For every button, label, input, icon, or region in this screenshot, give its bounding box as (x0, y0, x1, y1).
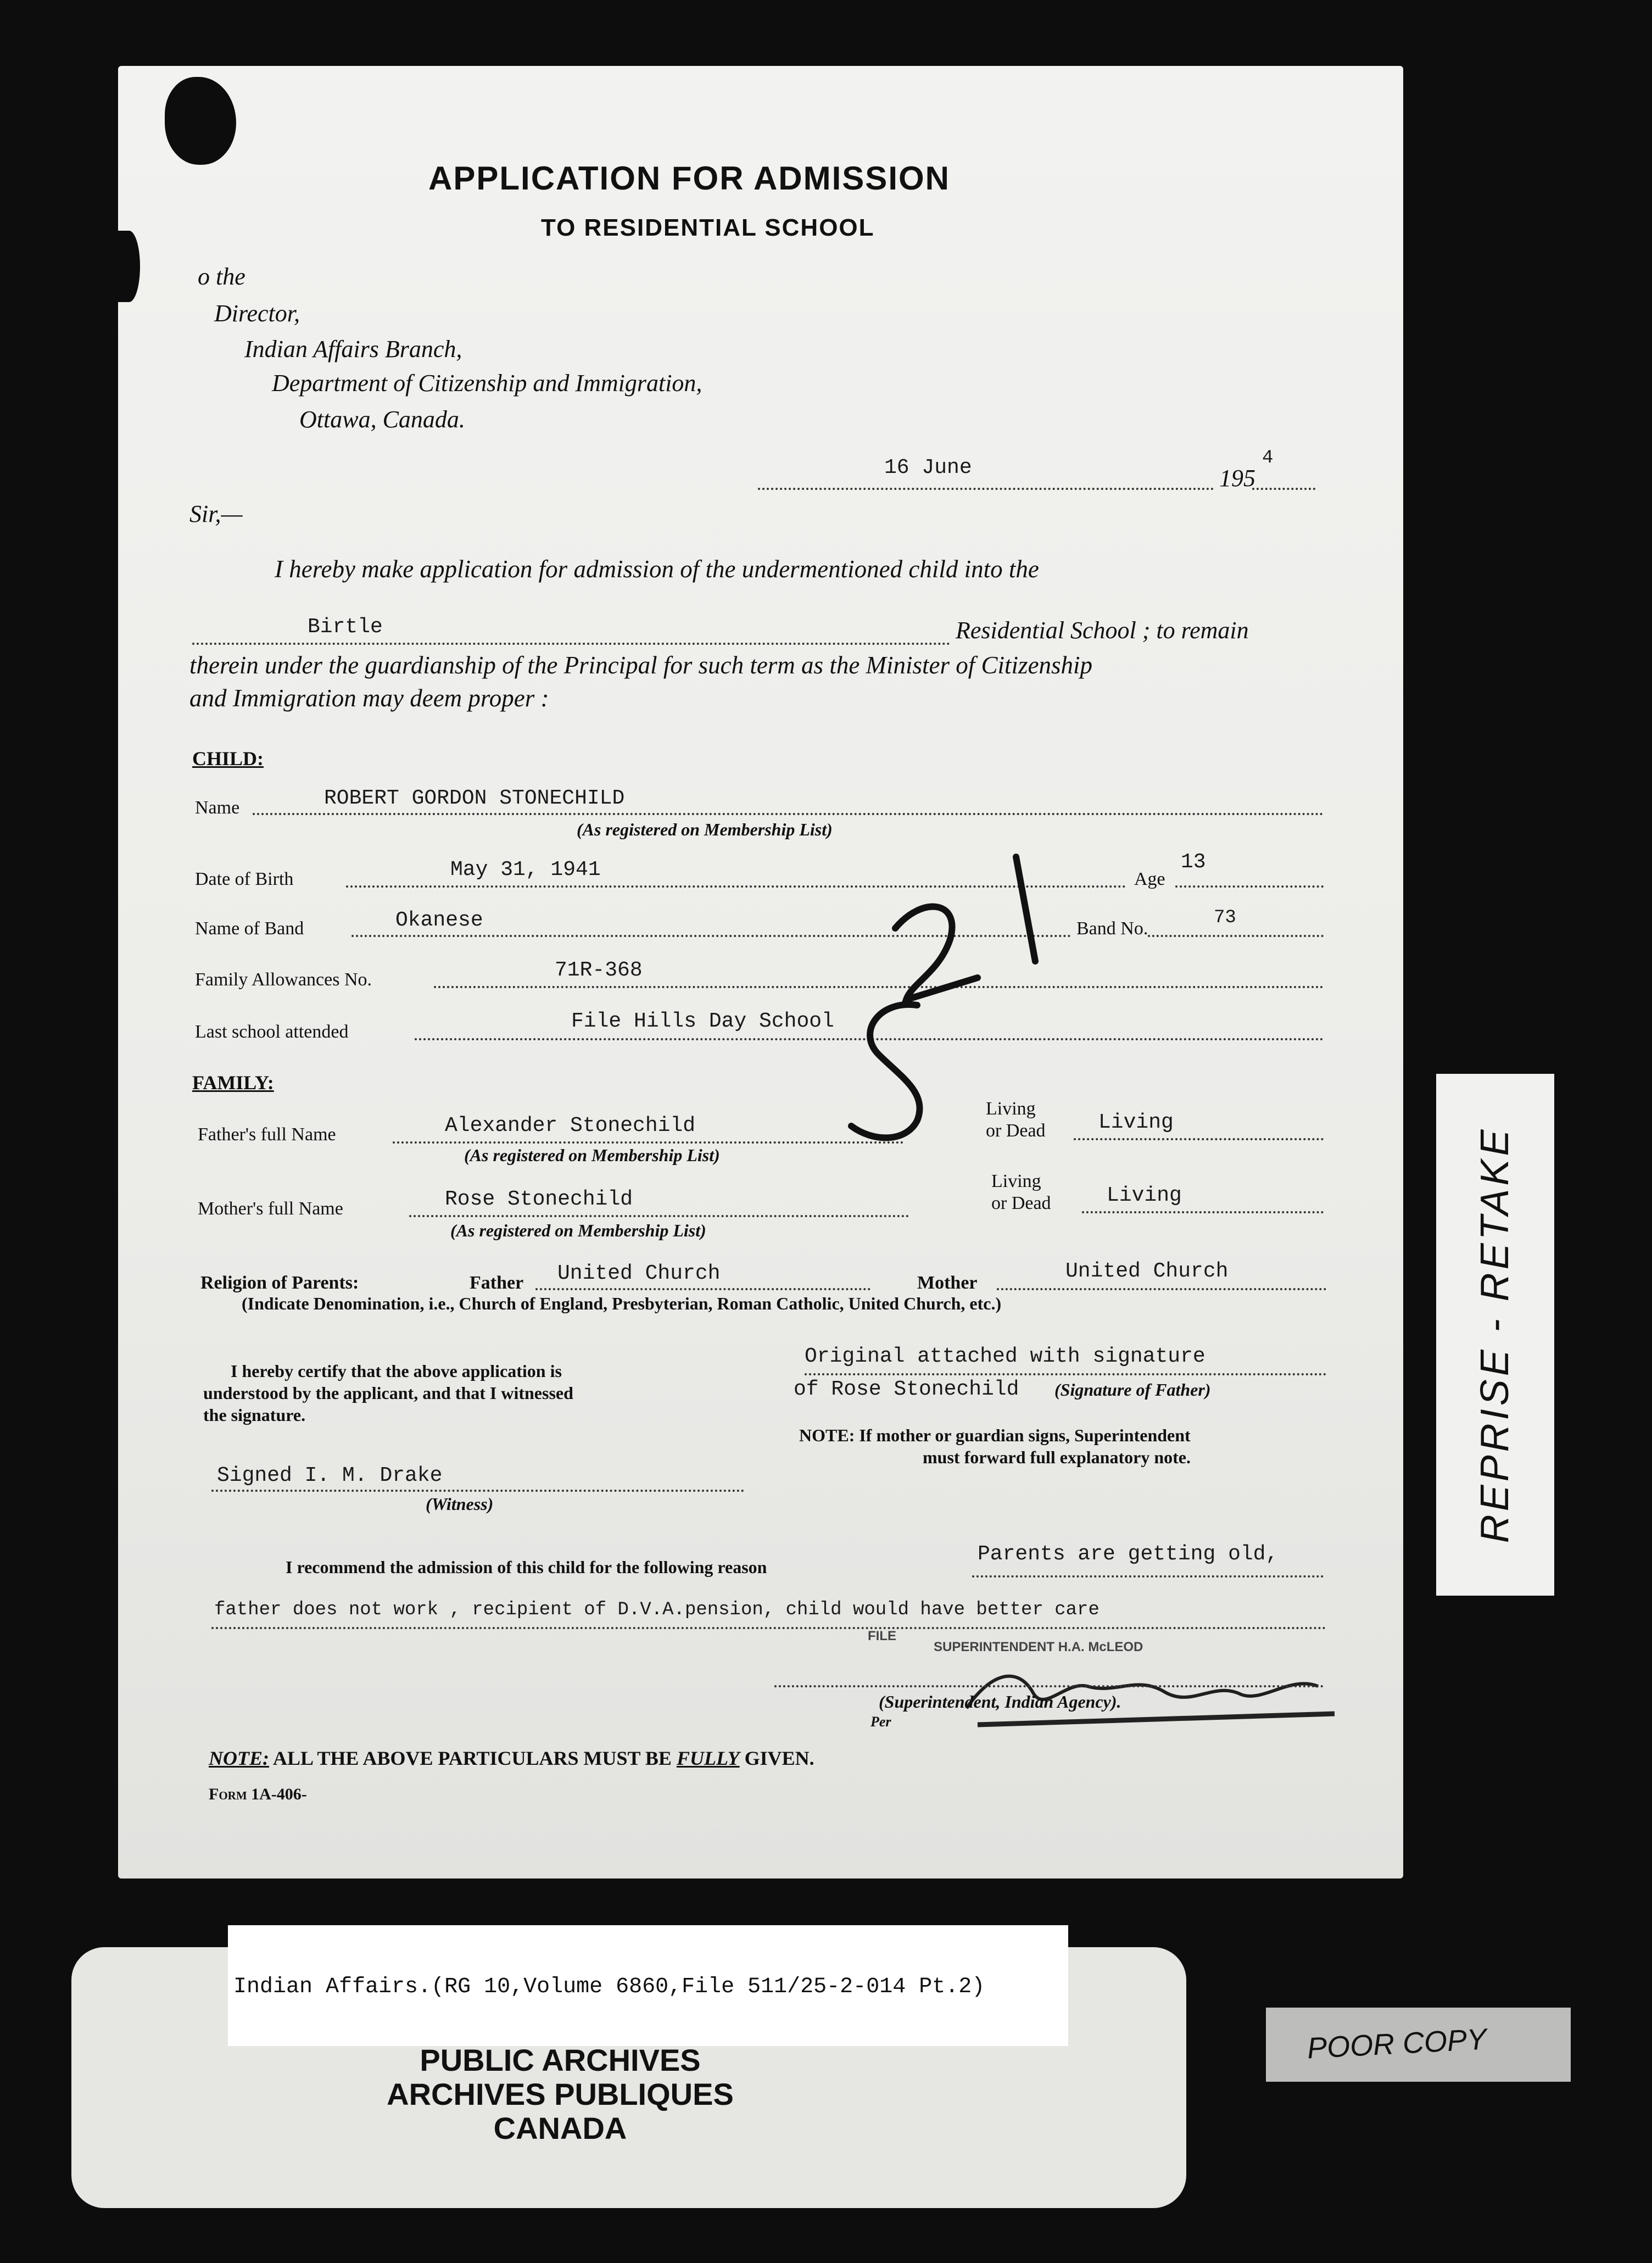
body-line-4: and Immigration may deem proper : (189, 684, 549, 712)
form-title: APPLICATION FOR ADMISSION (428, 160, 950, 197)
archive-line-1: PUBLIC ARCHIVES (420, 2043, 701, 2077)
reason-line-1 (972, 1575, 1324, 1578)
name-note: (As registered on Membership List) (577, 820, 833, 839)
living-label-2: Living (991, 1171, 1041, 1191)
archive-line-3: CANADA (493, 2111, 627, 2145)
signature-of-father-label: (Signature of Father) (1054, 1380, 1211, 1400)
certify-line-2: understood by the applicant, and that I witnessed (203, 1383, 573, 1403)
date-line (758, 488, 1214, 490)
or-dead-label-2: or Dead (991, 1193, 1051, 1213)
father-religion-line (535, 1288, 870, 1290)
father-religion-label: Father (470, 1273, 524, 1293)
year-digit: 4 (1262, 448, 1274, 469)
mother-religion-label: Mother (917, 1273, 978, 1293)
school-name: Birtle (308, 615, 383, 639)
child-heading: CHILD: (192, 748, 264, 770)
archive-reference: Indian Affairs.(RG 10,Volume 6860,File 511/25-2-014 Pt.2) (233, 1975, 985, 1999)
child-name-value: ROBERT GORDON STONECHILD (324, 787, 625, 810)
handwritten-annotation-521 (835, 835, 1065, 1153)
certify-line-1: I hereby certify that the above application is (231, 1361, 562, 1381)
mother-status-line (1082, 1211, 1324, 1213)
mother-status-value: Living (1107, 1184, 1182, 1207)
original-attached-2: of Rose Stonechild (794, 1378, 1019, 1401)
mother-name-value: Rose Stonechild (445, 1188, 633, 1211)
mother-label: Mother's full Name (198, 1199, 343, 1219)
father-religion-value: United Church (557, 1262, 721, 1285)
school-line (192, 643, 950, 645)
address-line-4: Department of Citizenship and Immigration, (272, 370, 702, 397)
mother-religion-value: United Church (1065, 1259, 1229, 1283)
father-status-value: Living (1098, 1111, 1174, 1134)
address-line-3: Indian Affairs Branch, (244, 336, 462, 363)
band-no-label: Band No. (1076, 918, 1148, 939)
address-line-1: o the (198, 263, 245, 290)
family-allowance-value: 71R-368 (555, 958, 643, 982)
footer-note-text-a: ALL THE ABOVE PARTICULARS MUST BE (273, 1747, 672, 1769)
band-no-value: 73 (1214, 907, 1236, 928)
superintendent-line (774, 1685, 1324, 1687)
signature-line (805, 1373, 1326, 1375)
name-line (253, 813, 1324, 815)
superintendent-label: (Superintendent, Indian Agency). (879, 1692, 1121, 1712)
reason-line-2 (211, 1627, 1326, 1629)
year-line (1252, 488, 1315, 490)
certify-line-3: the signature. (203, 1405, 306, 1425)
form-number: Form 1A-406- (209, 1785, 307, 1803)
recommend-line: I recommend the admission of this child for the following reason (286, 1557, 767, 1577)
last-school-label: Last school attended (195, 1022, 349, 1042)
living-label-1: Living (986, 1099, 1036, 1119)
form-subtitle: TO RESIDENTIAL SCHOOL (541, 214, 875, 241)
mother-line (409, 1215, 909, 1217)
father-label: Father's full Name (198, 1124, 336, 1145)
band-value: Okanese (395, 908, 483, 932)
reason-value-2: father does not work , recipient of D.V.A.pension, child would have better care (214, 1599, 1100, 1620)
mother-religion-line (997, 1288, 1326, 1290)
note-line-2: must forward full explanatory note. (923, 1447, 1191, 1467)
last-school-value: File Hills Day School (571, 1010, 834, 1033)
footer-note-fully: FULLY (676, 1747, 740, 1769)
note-line-1: NOTE: If mother or guardian signs, Superintendent (799, 1425, 1191, 1445)
age-line (1175, 885, 1324, 888)
age-value: 13 (1181, 850, 1206, 874)
original-attached-1: Original attached with signature (805, 1345, 1205, 1368)
archive-stamp (319, 2043, 802, 2145)
religion-note: (Indicate Denomination, i.e., Church of England, Presbyterian, Roman Catholic, United Church, etc.) (242, 1294, 1002, 1313)
body-line-3: therein under the guardianship of the Principal for such term as the Minister of Citizenship (189, 651, 1093, 679)
retake-label-text: REPRISE - RETAKE (1473, 1126, 1517, 1543)
address-line-2: Director, (214, 300, 300, 327)
reason-value-1: Parents are getting old, (978, 1542, 1279, 1566)
salutation: Sir,— (189, 500, 243, 527)
paper-tear (118, 231, 140, 302)
or-dead-label-1: or Dead (986, 1121, 1046, 1141)
year-prefix: 195 (1219, 465, 1255, 492)
file-stamp: FILE (868, 1629, 896, 1643)
religion-label: Religion of Parents: (200, 1273, 359, 1293)
footer-note (209, 1747, 814, 1770)
date-value: 16 June (884, 456, 972, 480)
body-line-1: I hereby make application for admission of the undermentioned child into the (275, 555, 1039, 583)
band-no-line (1148, 935, 1324, 937)
name-label: Name (195, 798, 240, 818)
father-status-line (1074, 1138, 1324, 1140)
poor-copy-text: POOR COPY (1306, 2022, 1488, 2065)
family-heading: FAMILY: (192, 1072, 274, 1094)
dob-value: May 31, 1941 (450, 858, 601, 882)
witness-label: (Witness) (426, 1494, 494, 1514)
family-allowance-label: Family Allowances No. (195, 969, 372, 990)
superintendent-stamp: SUPERINTENDENT H.A. McLEOD (934, 1640, 1143, 1654)
footer-note-text-b: GIVEN. (744, 1747, 814, 1769)
father-note: (As registered on Membership List) (464, 1145, 720, 1165)
body-line-2-suffix: Residential School ; to remain (956, 617, 1249, 644)
age-label: Age (1134, 869, 1165, 889)
footer-note-prefix: NOTE: (209, 1747, 269, 1769)
per-label: Per (870, 1714, 891, 1730)
mother-note: (As registered on Membership List) (450, 1220, 706, 1240)
band-label: Name of Band (195, 918, 304, 939)
dob-label: Date of Birth (195, 869, 294, 889)
witness-line (211, 1490, 744, 1492)
witness-signed: Signed I. M. Drake (217, 1464, 443, 1487)
father-name-value: Alexander Stonechild (445, 1114, 696, 1138)
archive-line-2: ARCHIVES PUBLIQUES (387, 2077, 734, 2111)
address-line-5: Ottawa, Canada. (299, 406, 465, 433)
father-line (393, 1141, 903, 1144)
